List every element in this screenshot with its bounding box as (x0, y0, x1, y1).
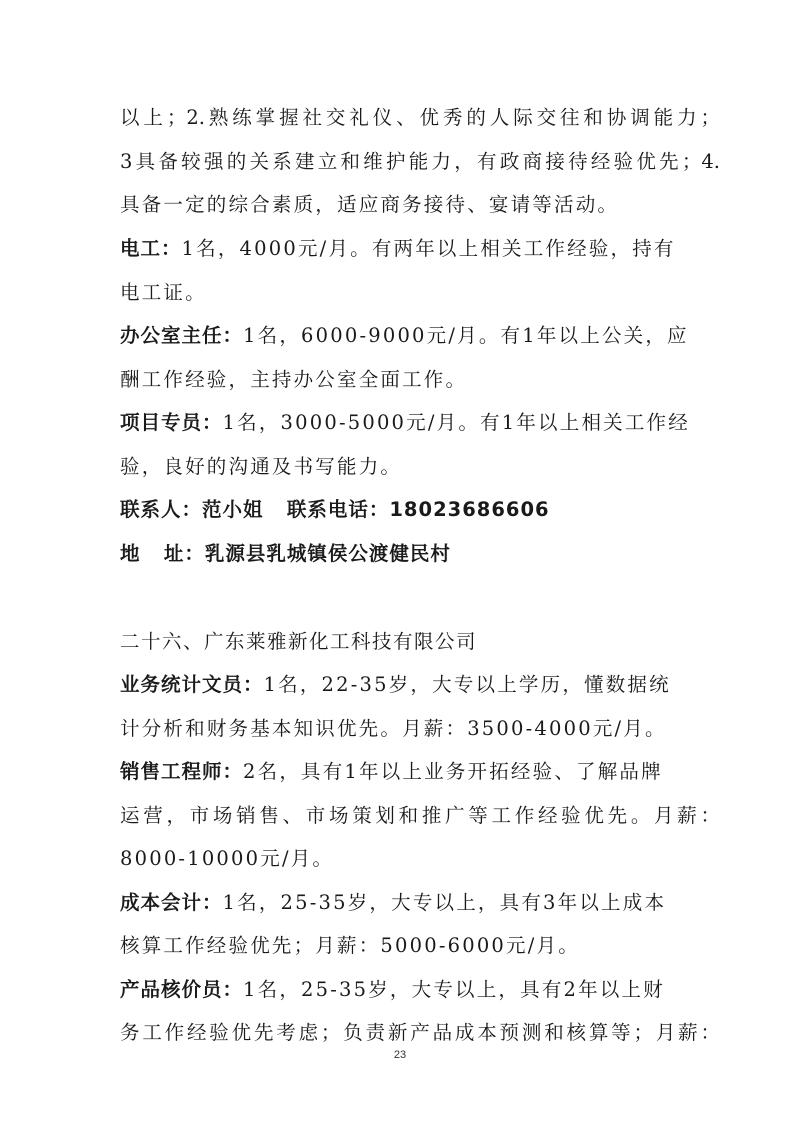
text-line: 务工作经验优先考虑；负责新产品成本预测和核算等；月薪： (120, 1021, 720, 1044)
job-cost-accountant (120, 890, 720, 916)
job-description: 1名，4000元/月。有两年以上相关工作经验，持有 (181, 237, 676, 260)
job-statistics-clerk (120, 672, 720, 698)
job-description: 1名，3000-5000元/月。有1年以上相关工作经 (222, 411, 690, 434)
text-line: 酬工作经验，主持办公室全面工作。 (120, 368, 468, 391)
company-heading: 二十六、广东莱雅新化工科技有限公司 (120, 630, 478, 653)
job-description: 1名，25-35岁，大专以上，具有3年以上成本 (222, 891, 667, 914)
job-office-director (120, 323, 720, 349)
job-pricing-clerk (120, 977, 720, 1003)
text-line: 8000-10000元/月。 (120, 847, 335, 870)
job-description: 1名，6000-9000元/月。有1年以上公关，应 (243, 324, 689, 347)
job-title-label: 办公室主任： (120, 324, 244, 347)
job-sales-engineer (120, 759, 720, 785)
job-title-label: 项目专员： (120, 411, 223, 434)
text-line: 计分析和财务基本知识优先。月薪：3500-4000元/月。 (120, 717, 667, 740)
job-description: 1名，25-35岁，大专以上，具有2年以上财 (243, 978, 665, 1001)
job-title-label: 产品核价员： (120, 978, 244, 1001)
text-line: 运营，市场销售、市场策划和推广等工作经验优先。月薪： (120, 804, 720, 827)
job-description: 1名，22-35岁，大专以上学历，懂数据统 (263, 673, 671, 696)
job-title-label: 电工： (120, 237, 182, 260)
job-electrician (120, 236, 720, 262)
contact-line: 联系人：范小姐 联系电话：18023686606 (120, 498, 550, 521)
address-line: 地 址：乳源县乳城镇侯公渡健民村 (120, 542, 451, 565)
page-number: 23 (393, 1049, 407, 1061)
text-line: 以上；2.熟练掌握社交礼仪、优秀的人际交往和协调能力； (120, 106, 720, 129)
text-line: 具备一定的综合素质，适应商务接待、宴请等活动。 (120, 193, 620, 216)
text-line: 核算工作经验优先；月薪：5000-6000元/月。 (120, 934, 580, 957)
text-line: 3具备较强的关系建立和维护能力，有政商接待经验优先；4. (120, 150, 720, 173)
job-title-label: 业务统计文员： (120, 673, 264, 696)
job-project-specialist (120, 410, 720, 436)
text-line: 验，良好的沟通及书写能力。 (120, 455, 403, 478)
text-line: 电工证。 (120, 281, 207, 304)
job-title-label: 销售工程师： (120, 760, 244, 783)
job-description: 2名，具有1年以上业务开拓经验、了解品牌 (243, 760, 663, 783)
job-title-label: 成本会计： (120, 891, 223, 914)
